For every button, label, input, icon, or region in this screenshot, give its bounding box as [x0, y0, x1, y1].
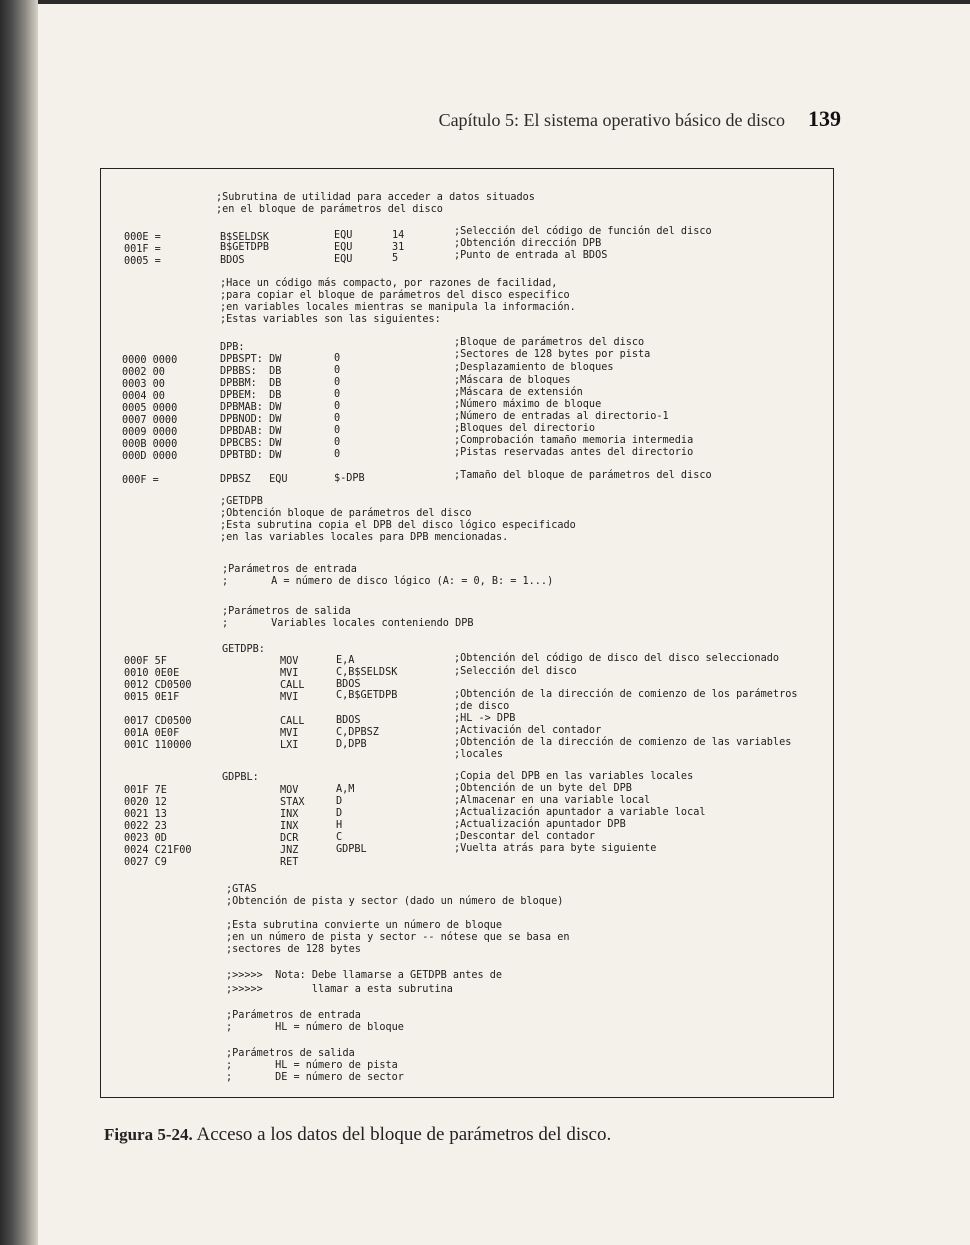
code-line: GDPBL: [222, 772, 259, 783]
code-line: ;Obtención de un byte del DPB [454, 783, 632, 794]
code-line: ;Máscara de extensión [454, 387, 583, 398]
code-line: JNZ [280, 845, 299, 856]
code-line: CALL [280, 680, 305, 691]
code-line: 0022 23 [124, 821, 167, 832]
code-line: ;>>>>> Nota: Debe llamarse a GETDPB antes de [226, 970, 503, 981]
code-line: EQU [334, 242, 353, 253]
code-line: GETDPB: [222, 644, 265, 655]
code-line: ;Almacenar en una variable local [454, 795, 651, 806]
code-line: ;en el bloque de parámetros del disco [216, 204, 443, 215]
code-line: 001C 110000 [124, 740, 192, 751]
code-line: ;Esta subrutina copia el DPB del disco lógico especificado [220, 520, 576, 531]
code-line: DPBBM: DB [220, 378, 282, 389]
code-line: CALL [280, 716, 305, 727]
code-line: 000D 0000 [122, 451, 178, 462]
code-line: 0 [334, 437, 341, 448]
code-line: ; HL = número de pista [226, 1060, 398, 1071]
code-line: RET [280, 857, 299, 868]
code-line: D,DPB [336, 739, 367, 750]
code-line: 000B 0000 [122, 439, 178, 450]
code-line: 0017 CD0500 [124, 716, 192, 727]
code-line: 0007 0000 [122, 415, 178, 426]
code-line: 001F 7E [124, 785, 167, 796]
code-line: ;Parámetros de salida [222, 606, 351, 617]
code-line: ;Parámetros de salida [226, 1048, 355, 1059]
code-line: 001F = [124, 244, 161, 255]
code-line: 0 [334, 401, 341, 412]
code-line: INX [280, 821, 299, 832]
code-line: E,A [336, 655, 355, 666]
code-line: ;Tamaño del bloque de parámetros del disco [454, 470, 712, 481]
code-line: ;Obtención del código de disco del disco seleccionado [454, 653, 780, 664]
code-line: ;HL -> DPB [454, 713, 516, 724]
code-line: ;Bloque de parámetros del disco [454, 337, 645, 348]
code-line: EQU [334, 230, 353, 241]
code-line: ;Sectores de 128 bytes por pista [454, 349, 651, 360]
code-line: 0003 00 [122, 379, 165, 390]
caption-label: Figura 5-24. [104, 1125, 193, 1144]
caption-text: Acceso a los datos del bloque de parámetros del disco. [196, 1124, 612, 1145]
figure-caption [104, 1124, 611, 1146]
code-line: ;Obtención bloque de parámetros del disco [220, 508, 472, 519]
code-line: 0010 0E0E [124, 668, 180, 679]
code-line: ;para copiar el bloque de parámetros del disco especifico [220, 290, 570, 301]
chapter-title: Capítulo 5: El sistema operativo básico de disco [438, 110, 785, 130]
code-line: 0015 0E1F [124, 692, 180, 703]
code-line: ;Parámetros de entrada [222, 564, 357, 575]
code-line: 0024 C21F00 [124, 845, 192, 856]
code-line: ;Obtención de la dirección de comienzo de las variables [454, 737, 792, 748]
code-line: INX [280, 809, 299, 820]
code-line: ;Estas variables son las siguientes: [220, 314, 441, 325]
code-line: ;Parámetros de entrada [226, 1010, 361, 1021]
code-line: ;en variables locales mientras se manipula la información. [220, 302, 576, 313]
code-line: 0 [334, 377, 341, 388]
code-line: 0 [334, 449, 341, 460]
code-line: MOV [280, 656, 299, 667]
code-line: 0012 CD0500 [124, 680, 192, 691]
code-line: MVI [280, 728, 299, 739]
code-line: ;Hace un código más compacto, por razones de facilidad, [220, 278, 558, 289]
code-line: ;Esta subrutina convierte un número de bloque [226, 920, 503, 931]
code-line: DPBSZ EQU [220, 474, 288, 485]
code-line: BDOS [220, 255, 245, 266]
code-line: DPBNOD: DW [220, 414, 282, 425]
code-line: 0 [334, 425, 341, 436]
code-line: ;Comprobación tamaño memoria intermedia [454, 435, 694, 446]
code-line: C,B$SELDSK [336, 667, 398, 678]
code-line: ;Activación del contador [454, 725, 602, 736]
code-line: ;Número máximo de bloque [454, 399, 602, 410]
code-line: ;sectores de 128 bytes [226, 944, 361, 955]
code-line: MVI [280, 668, 299, 679]
code-line: DPBMAB: DW [220, 402, 282, 413]
code-line: ;GTAS [226, 884, 257, 895]
code-line: 0000 0000 [122, 355, 178, 366]
code-line: 0004 00 [122, 391, 165, 402]
code-line: 001A 0E0F [124, 728, 180, 739]
code-line: ;Punto de entrada al BDOS [454, 250, 608, 261]
code-line: ;Desplazamiento de bloques [454, 362, 614, 373]
code-line: ;GETDPB [220, 496, 263, 507]
code-line: D [336, 796, 343, 807]
code-line: 0027 C9 [124, 857, 167, 868]
code-line: 000F = [122, 475, 159, 486]
code-line: ;de disco [454, 701, 510, 712]
code-line: ;en un número de pista y sector -- nótese que se basa en [226, 932, 570, 943]
code-line: B$SELDSK [220, 232, 270, 243]
code-line: ;Actualización apuntador a variable local [454, 807, 706, 818]
code-line: 0 [334, 365, 341, 376]
code-line: ;Selección del código de función del disco [454, 226, 712, 237]
code-line: ; HL = número de bloque [226, 1022, 404, 1033]
code-line: DPBEM: DB [220, 390, 282, 401]
code-line: ;>>>>> llamar a esta subrutina [226, 984, 453, 995]
code-line: DCR [280, 833, 299, 844]
page-number: 139 [808, 106, 841, 131]
code-line: MOV [280, 785, 299, 796]
code-line: 0 [334, 353, 341, 364]
code-line: B$GETDPB [220, 242, 270, 253]
code-line: ;locales [454, 749, 504, 760]
code-line: C,B$GETDPB [336, 690, 398, 701]
code-line: ;Obtención de pista y sector (dado un número de bloque) [226, 896, 564, 907]
code-line: D [336, 808, 343, 819]
code-line: 0020 12 [124, 797, 167, 808]
code-line: C,DPBSZ [336, 727, 379, 738]
code-line: ; A = número de disco lógico (A: = 0, B: = 1...) [222, 576, 554, 587]
code-line: DPBTBD: DW [220, 450, 282, 461]
code-line: GDPBL [336, 844, 367, 855]
code-line: ;Vuelta atrás para byte siguiente [454, 843, 657, 854]
code-line: ; Variables locales conteniendo DPB [222, 618, 474, 629]
code-line: BDOS [336, 679, 361, 690]
code-line: ;Obtención de la dirección de comienzo de los parámetros [454, 689, 798, 700]
code-line: DPBDAB: DW [220, 426, 282, 437]
code-line: DPBCBS: DW [220, 438, 282, 449]
code-line: ;Número de entradas al directorio-1 [454, 411, 669, 422]
code-line: ;Pistas reservadas antes del directorio [454, 447, 694, 458]
code-line: ;Actualización apuntador DPB [454, 819, 626, 830]
code-line: 000E = [124, 232, 161, 243]
code-line: 0021 13 [124, 809, 167, 820]
code-line: 0005 = [124, 256, 161, 267]
code-line: 0 [334, 389, 341, 400]
code-line: 0009 0000 [122, 427, 178, 438]
code-line: 0 [334, 413, 341, 424]
code-line: 5 [392, 253, 399, 264]
code-line: LXI [280, 740, 299, 751]
code-line: 0005 0000 [122, 403, 178, 414]
code-line: EQU [334, 254, 353, 265]
code-line: 0002 00 [122, 367, 165, 378]
code-line: ;Subrutina de utilidad para acceder a datos situados [216, 192, 535, 203]
code-line: ; DE = número de sector [226, 1072, 404, 1083]
code-line: ;Copia del DPB en las variables locales [454, 771, 694, 782]
code-line: BDOS [336, 715, 361, 726]
code-line: 000F 5F [124, 656, 167, 667]
code-line: C [336, 832, 343, 843]
code-line: MVI [280, 692, 299, 703]
code-line: DPBBS: DB [220, 366, 282, 377]
code-line: 14 [392, 230, 405, 241]
code-line: 0023 0D [124, 833, 167, 844]
code-line: STAX [280, 797, 305, 808]
code-line: ;Bloques del directorio [454, 423, 596, 434]
code-line: H [336, 820, 343, 831]
code-line: A,M [336, 784, 355, 795]
code-line: ;en las variables locales para DPB mencionadas. [220, 532, 509, 543]
code-line: 31 [392, 242, 405, 253]
code-line: ;Máscara de bloques [454, 375, 571, 386]
code-line: DPB: [220, 342, 245, 353]
code-line: ;Selección del disco [454, 666, 577, 677]
code-line: DPBSPT: DW [220, 354, 282, 365]
code-line: ;Descontar del contador [454, 831, 596, 842]
code-line: $-DPB [334, 473, 365, 484]
code-line: ;Obtención dirección DPB [454, 238, 602, 249]
